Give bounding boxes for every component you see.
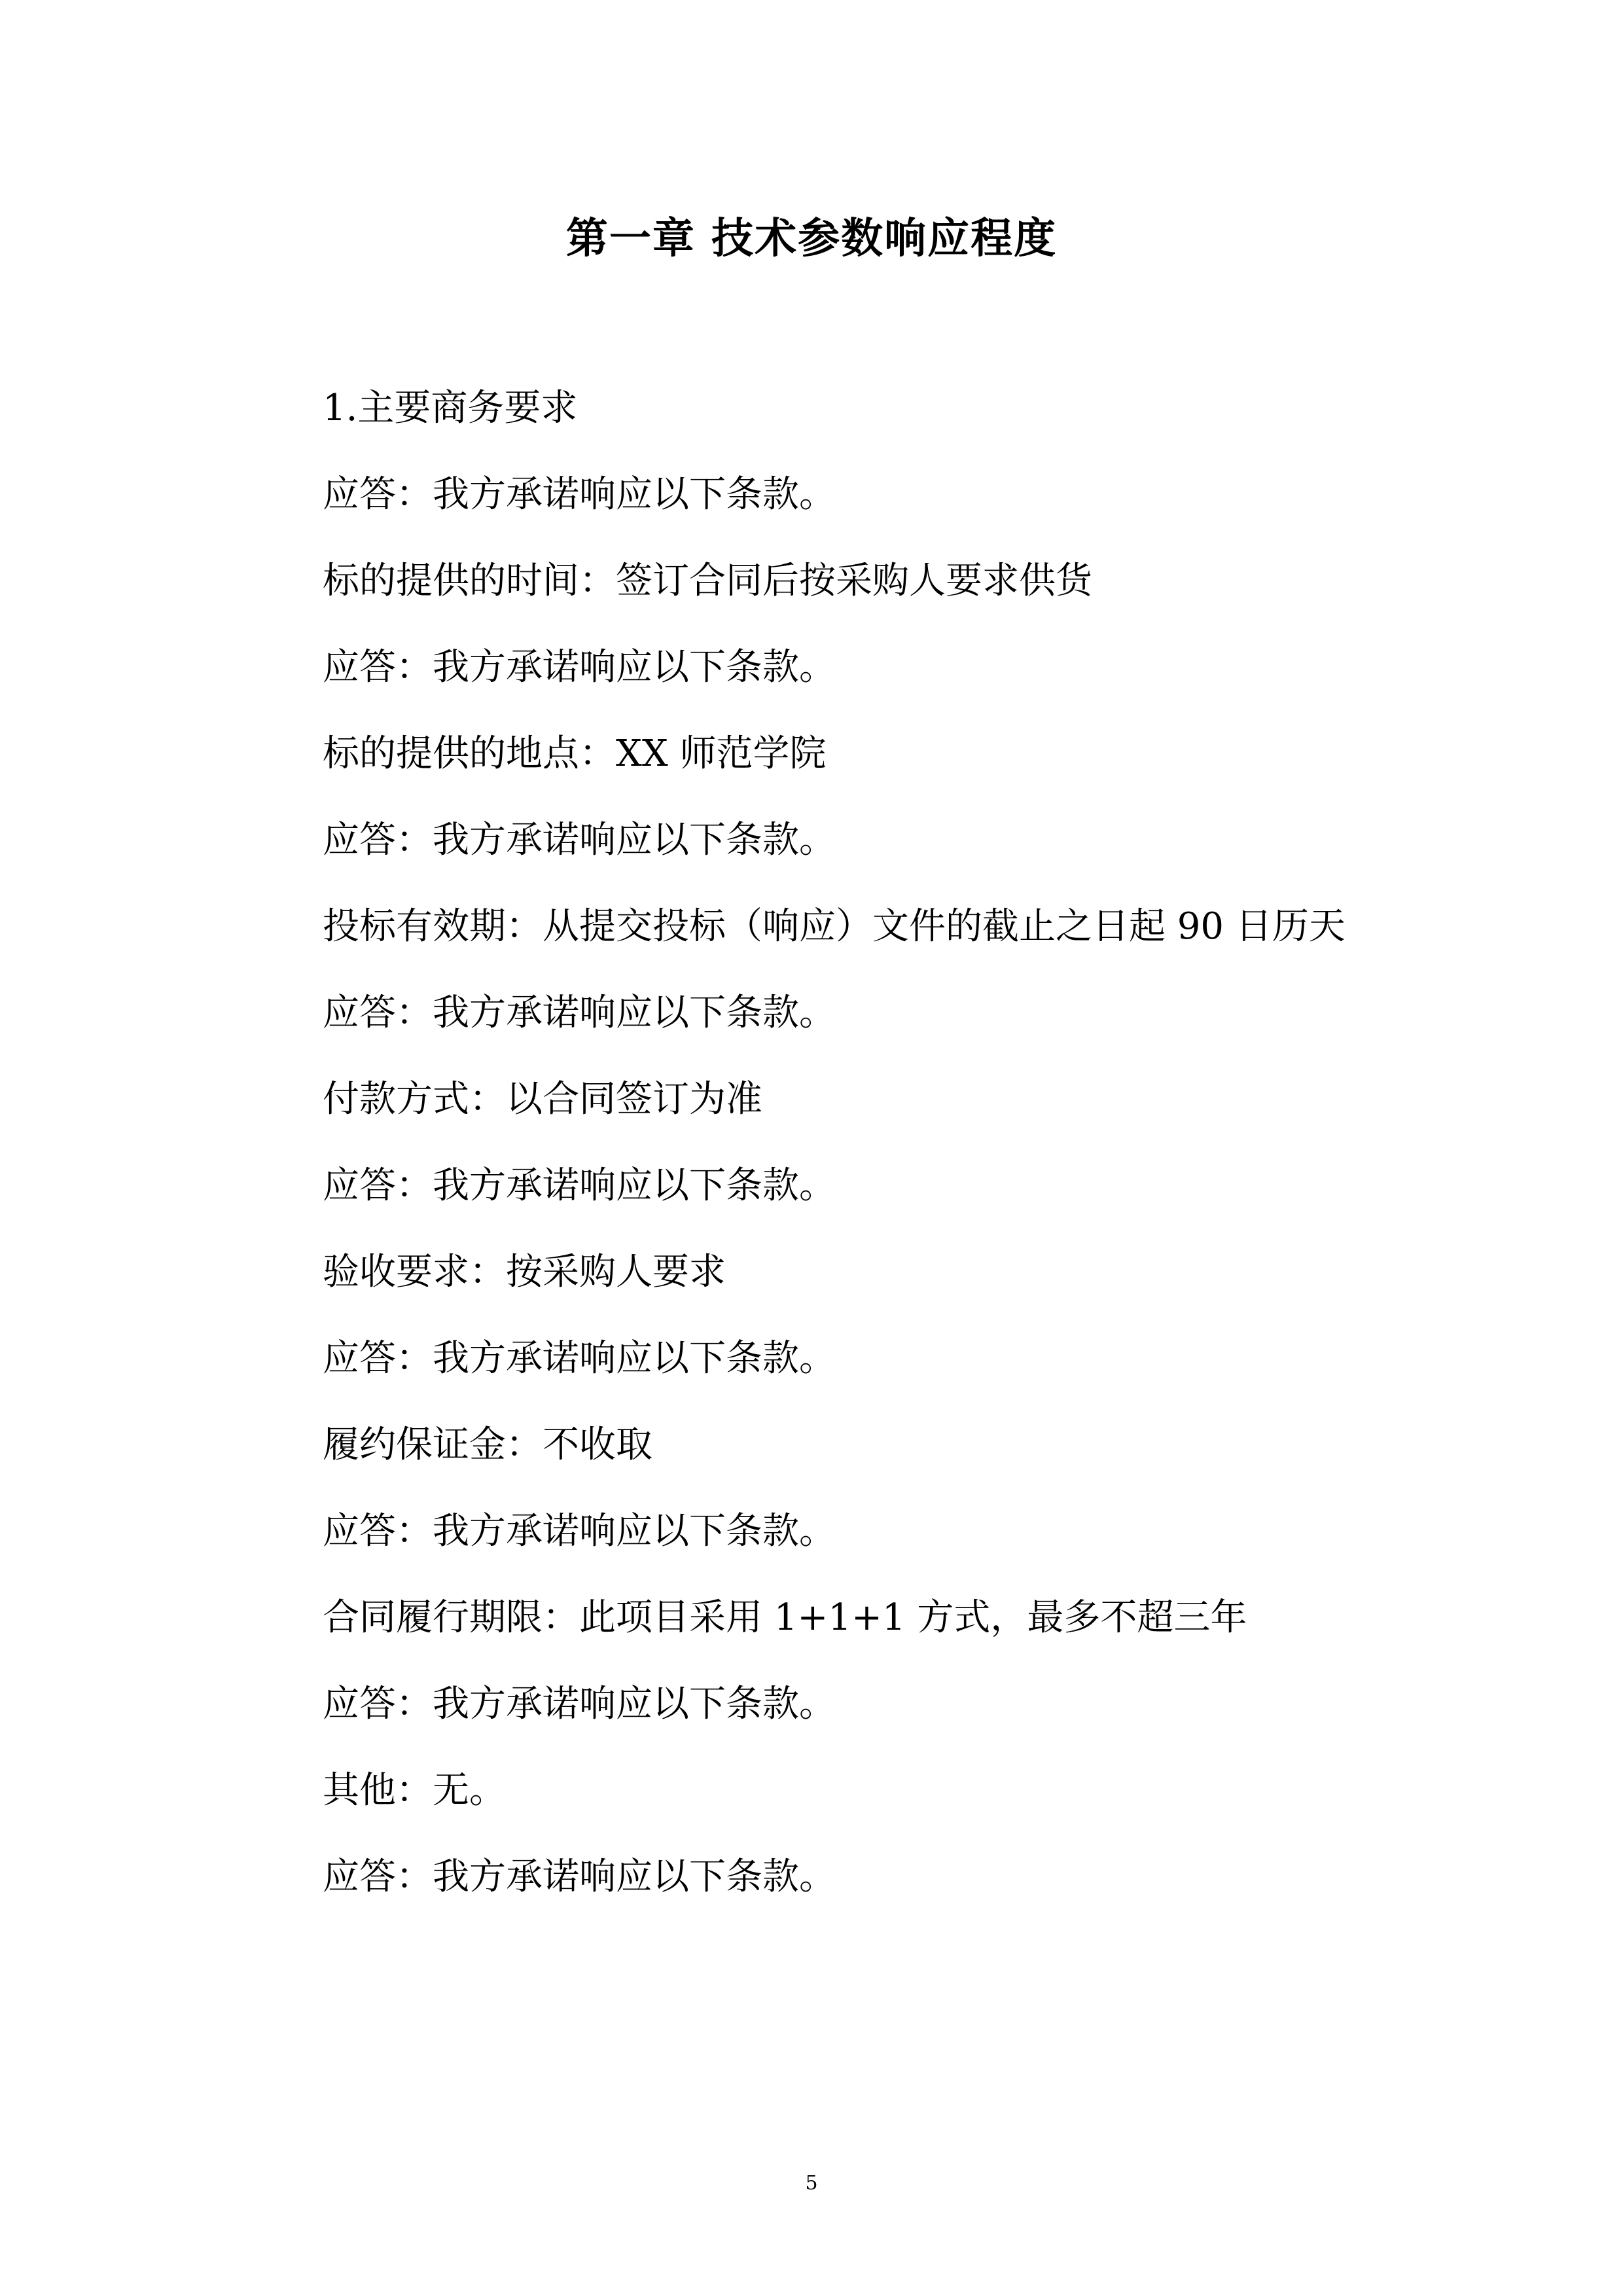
response-line: 应答：我方承诺响应以下条款。 <box>323 1510 836 1552</box>
response-line: 应答：我方承诺响应以下条款。 <box>323 473 836 516</box>
requirement-line: 履约保证金：不收取 <box>323 1424 652 1466</box>
requirement-line: 合同履行期限：此项目采用 1+1+1 方式，最多不超三年 <box>323 1596 1247 1639</box>
requirement-line: 付款方式：以合同签订为准 <box>323 1078 762 1121</box>
response-line: 应答：我方承诺响应以下条款。 <box>323 819 836 861</box>
page-title: 第一章 技术参数响应程度 <box>565 215 1058 263</box>
requirement-line: 标的提供的地点：XX 师范学院 <box>323 732 827 775</box>
requirement-line: 其他：无。 <box>323 1769 506 1812</box>
response-line: 应答：我方承诺响应以下条款。 <box>323 1856 836 1898</box>
section-heading: 1.主要商务要求 <box>323 387 578 429</box>
response-line: 应答：我方承诺响应以下条款。 <box>323 1683 836 1725</box>
response-line: 应答：我方承诺响应以下条款。 <box>323 646 836 689</box>
requirement-line: 标的提供的时间：签订合同后按采购人要求供货 <box>323 560 1092 602</box>
response-line: 应答：我方承诺响应以下条款。 <box>323 992 836 1034</box>
response-line: 应答：我方承诺响应以下条款。 <box>323 1164 836 1207</box>
page-number: 5 <box>805 2172 818 2195</box>
response-line: 应答：我方承诺响应以下条款。 <box>323 1337 836 1380</box>
requirement-line: 投标有效期：从提交投标（响应）文件的截止之日起 90 日历天 <box>323 905 1346 948</box>
document-body <box>323 365 1448 1920</box>
requirement-line: 验收要求：按采购人要求 <box>323 1251 726 1293</box>
